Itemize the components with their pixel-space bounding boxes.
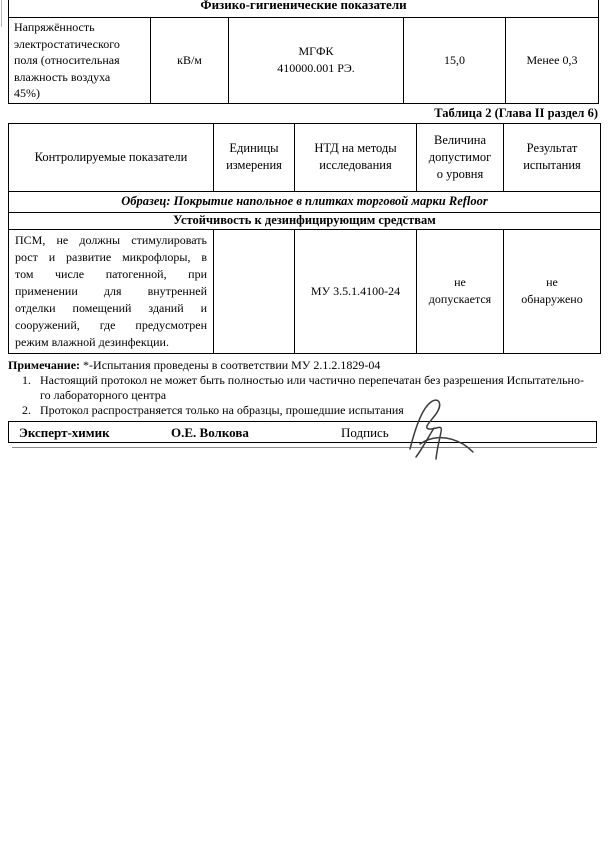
table2-result-cell	[504, 229, 601, 353]
ntd-line: 410000.001 РЭ.	[277, 61, 355, 76]
table1-data-row	[9, 18, 599, 104]
indicator-line: 45%)	[14, 86, 40, 100]
note-item-line: го лабораторного центра	[40, 387, 167, 402]
note-item-text	[40, 373, 600, 403]
indicator-line: Напряжённость	[14, 20, 95, 34]
table2-data-row	[9, 229, 601, 353]
indicator-line: электростатического	[14, 36, 120, 51]
header-line: исследования	[319, 158, 392, 172]
table1-indicator-cell	[9, 18, 151, 104]
note-label: Примечание:	[8, 357, 81, 372]
indicator-line: отделки помещений зданий и	[15, 300, 207, 315]
physico-hygienic-table	[8, 0, 599, 104]
scan-edge-artifact	[1, 0, 2, 27]
indicator-line: рост и развитие микрофлоры, в	[15, 249, 207, 264]
indicator-line: сооружений, где предусмотрен	[15, 317, 207, 332]
table2-header-ntd	[295, 123, 417, 191]
table1-section-title: Физико-гигиенические показатели	[9, 0, 599, 18]
header-line: измерения	[226, 158, 282, 172]
header-line: Единицы	[229, 141, 279, 155]
table2-section-row	[9, 212, 601, 229]
expert-name: О.Е. Волкова	[171, 424, 249, 440]
indicator-line: ПСМ, не должны стимулировать	[15, 232, 207, 247]
table2-header-indicators	[9, 123, 214, 191]
allowed-line: допускается	[428, 292, 492, 306]
signature-underline	[12, 447, 597, 448]
note-item-number: 2.	[22, 402, 31, 417]
indicator-line: влажность воздуха	[14, 69, 111, 84]
table2-allowed-cell	[417, 229, 504, 353]
controlled-indicators-table	[8, 123, 601, 354]
indicator-line: режим влажной дезинфекции.	[15, 334, 169, 349]
table1-ntd-cell	[229, 18, 404, 104]
note-item-1	[22, 373, 600, 403]
table2-unit-cell	[214, 229, 295, 353]
header-line: Величина	[433, 132, 487, 147]
table2-caption: Таблица 2 (Глава II раздел 6)	[434, 105, 598, 120]
signature-label: Подпись	[341, 424, 389, 440]
expert-role: Эксперт-химик	[19, 424, 110, 440]
table2-header-row	[9, 123, 601, 191]
table1-allowed-cell: 15,0	[404, 18, 506, 104]
table2-header-result	[504, 123, 601, 191]
signature-block	[8, 421, 597, 443]
section-title: Устойчивость к дезинфицирующим средствам	[9, 212, 601, 229]
table2-ntd-cell: МУ 3.5.1.4100-24	[295, 229, 417, 353]
result-line: не	[546, 275, 558, 289]
sample-description: Образец: Покрытие напольное в плитках торговой марки Refloor	[9, 191, 601, 212]
header-line: испытания	[523, 158, 581, 172]
table2-header-units	[214, 123, 295, 191]
indicator-line: поля (относительная	[14, 53, 120, 67]
table2-header-allowed	[417, 123, 504, 191]
indicator-line: том числе патогенной, при	[15, 266, 207, 281]
signature-mark	[403, 397, 481, 465]
allowed-line: не	[454, 275, 466, 289]
result-line: обнаружено	[521, 292, 583, 306]
note-item-line: Протокол распространяется только на образцы, прошедшие испытания	[40, 402, 404, 417]
header-line: Результат	[526, 141, 578, 155]
note-item-text	[40, 403, 600, 418]
table2-indicator-cell	[9, 229, 214, 353]
table1-section-row	[9, 0, 599, 18]
table1-result-cell: Менее 0,3	[506, 18, 599, 104]
header-line: допустимог	[428, 149, 492, 164]
note-line	[8, 358, 600, 373]
header-line: Контролируемые показатели	[34, 149, 188, 164]
indicator-line: применении для внутренней	[15, 283, 207, 298]
table1-unit-cell: кВ/м	[151, 18, 229, 104]
header-line: НТД на методы	[314, 141, 397, 155]
header-line: о уровня	[436, 166, 484, 181]
note-text: *-Испытания проведены в соответствии МУ 2.1.2.1829-04	[83, 357, 381, 372]
ntd-line: МГФК	[298, 44, 334, 59]
note-item-number: 1.	[22, 372, 31, 387]
table2-sample-row	[9, 191, 601, 212]
note-list	[22, 373, 600, 418]
note-item-2	[22, 403, 600, 418]
note-item-line: Настоящий протокол не может быть полностью или частично перепечатан без разрешения Испытательно-	[40, 372, 584, 387]
